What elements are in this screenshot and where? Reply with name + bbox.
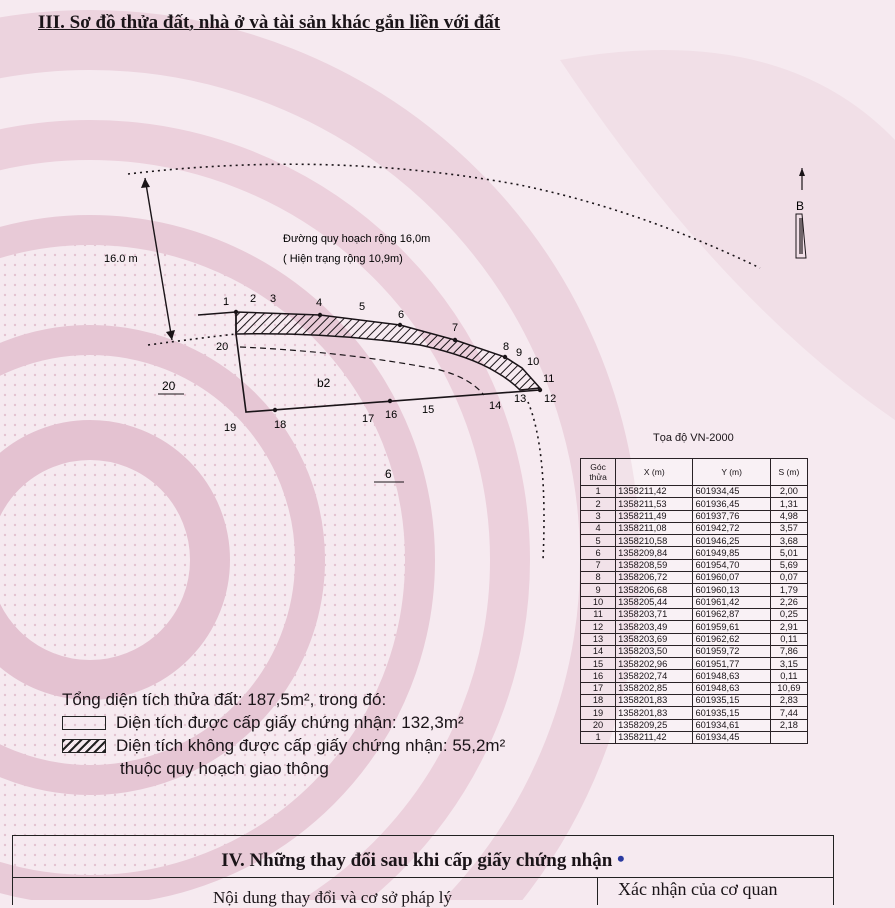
- vertex-label: 15: [422, 404, 435, 416]
- table-cell: 1358202,85: [616, 682, 693, 694]
- table-row: [581, 559, 808, 571]
- table-cell: 13: [581, 633, 616, 645]
- legend-not-granted: Diện tích không được cấp giấy chứng nhận: 55,2m²: [116, 736, 506, 755]
- table-cell: 601935,15: [693, 695, 770, 707]
- table-cell: 601951,77: [693, 658, 770, 670]
- coord-table-caption: Tọa độ VN-2000: [653, 432, 734, 444]
- table-cell: 601934,45: [693, 486, 770, 498]
- table-row: [581, 572, 808, 584]
- vertex-label: 8: [503, 341, 510, 353]
- table-row: [581, 695, 808, 707]
- road-label: Đường quy hoạch rộng 16,0m: [283, 233, 431, 245]
- table-cell: 1358211,42: [616, 486, 693, 498]
- table-row: [581, 682, 808, 694]
- table-cell: 601954,70: [693, 559, 770, 571]
- table-cell: 1,31: [770, 498, 807, 510]
- width-dimension-label: 16.0 m: [104, 253, 138, 265]
- section-title: III. Sơ đồ thửa đất, nhà ở và tài sản khác gắn liền với đất: [38, 12, 501, 33]
- table-cell: 4,98: [770, 510, 807, 522]
- table-cell: 1358206,68: [616, 584, 693, 596]
- table-cell: 1358209,25: [616, 719, 693, 731]
- table-row: [581, 608, 808, 620]
- table-cell: 601948,63: [693, 682, 770, 694]
- not-granted-swatch: [62, 739, 106, 753]
- table-cell: 601934,61: [693, 719, 770, 731]
- table-cell: 601946,25: [693, 535, 770, 547]
- legend-note: thuộc quy hoạch giao thông: [120, 759, 329, 778]
- section-iv-divider: [13, 877, 833, 878]
- table-cell: 1358209,84: [616, 547, 693, 559]
- legend-granted: Diện tích được cấp giấy chứng nhận: 132,3m²: [116, 713, 464, 732]
- table-cell: 1358203,71: [616, 608, 693, 620]
- table-row: [581, 510, 808, 522]
- table-cell: 20: [581, 719, 616, 731]
- table-row: [581, 498, 808, 510]
- table-cell: 5,69: [770, 559, 807, 571]
- hatched-area: [236, 312, 540, 390]
- legend-total: Tổng diện tích thửa đất: 187,5m², trong đó:: [62, 690, 387, 709]
- granted-swatch: [62, 716, 106, 730]
- road-boundary-upper: [128, 164, 760, 268]
- table-cell: 601959,61: [693, 621, 770, 633]
- table-cell: 2,00: [770, 486, 807, 498]
- table-cell: 17: [581, 682, 616, 694]
- table-cell: 11: [581, 608, 616, 620]
- section-iv-column-divider: [597, 877, 598, 905]
- section-iv-col-left: Nội dung thay đổi và cơ sở pháp lý: [213, 888, 452, 907]
- table-row: [581, 658, 808, 670]
- table-cell: 601935,15: [693, 707, 770, 719]
- section-iv-title: [13, 846, 833, 872]
- table-cell: 15: [581, 658, 616, 670]
- table-cell: 2,18: [770, 719, 807, 731]
- table-cell: 1358206,72: [616, 572, 693, 584]
- vertex-label: 11: [543, 373, 555, 385]
- table-row: [581, 522, 808, 534]
- vertex-label: 5: [359, 301, 366, 313]
- vertex-label: 7: [452, 322, 459, 334]
- north-arrow-icon: [796, 168, 806, 258]
- table-cell: 601962,62: [693, 633, 770, 645]
- table-cell: 6: [581, 547, 616, 559]
- table-cell: 601961,42: [693, 596, 770, 608]
- table-row: [581, 731, 808, 743]
- table-cell: [770, 731, 807, 743]
- interior-dashed-line: [240, 347, 484, 395]
- table-cell: 2,26: [770, 596, 807, 608]
- vertex-label: 10: [527, 356, 540, 368]
- parcel-code-label: b2: [317, 376, 331, 390]
- table-cell: 601948,63: [693, 670, 770, 682]
- table-cell: 1358201,83: [616, 695, 693, 707]
- table-cell: 3,15: [770, 658, 807, 670]
- table-cell: 3: [581, 510, 616, 522]
- table-cell: 5,01: [770, 547, 807, 559]
- table-cell: 14: [581, 645, 616, 657]
- table-cell: 601937,76: [693, 510, 770, 522]
- table-cell: 1358202,74: [616, 670, 693, 682]
- table-cell: 10,69: [770, 682, 807, 694]
- table-cell: 3,57: [770, 522, 807, 534]
- legend-not-granted-row: [62, 734, 505, 757]
- vertex-label: 14: [489, 400, 502, 412]
- vertex-label: 12: [544, 393, 557, 405]
- table-cell: 601960,07: [693, 572, 770, 584]
- vertex-label: 3: [270, 293, 277, 305]
- table-row: [581, 486, 808, 498]
- col-header-s: S (m): [770, 459, 807, 486]
- north-label: B: [796, 199, 805, 213]
- table-cell: 1358201,83: [616, 707, 693, 719]
- table-cell: 2,91: [770, 621, 807, 633]
- road-current-label: ( Hiện trạng rộng 10,9m): [283, 253, 403, 265]
- table-cell: 0,11: [770, 633, 807, 645]
- table-cell: 1358203,69: [616, 633, 693, 645]
- table-cell: 8: [581, 572, 616, 584]
- vertex-label: 6: [398, 309, 405, 321]
- vertex-label: 16: [385, 409, 398, 421]
- table-cell: 1: [581, 731, 616, 743]
- table-cell: 601936,45: [693, 498, 770, 510]
- road-boundary-right: [528, 402, 544, 560]
- table-cell: 3,68: [770, 535, 807, 547]
- table-cell: 601949,85: [693, 547, 770, 559]
- vertex-label: 13: [514, 393, 527, 405]
- legend-granted-row: [62, 711, 505, 734]
- table-cell: 7,44: [770, 707, 807, 719]
- vertex-label: 9: [516, 347, 523, 359]
- table-cell: 0,11: [770, 670, 807, 682]
- table-row: [581, 670, 808, 682]
- table-row: [581, 596, 808, 608]
- table-cell: 18: [581, 695, 616, 707]
- table-cell: 10: [581, 596, 616, 608]
- table-cell: 1358211,42: [616, 731, 693, 743]
- col-header-corner: Góc thửa: [581, 459, 616, 486]
- table-cell: 1358205,44: [616, 596, 693, 608]
- table-cell: 601962,87: [693, 608, 770, 620]
- table-cell: 1358211,08: [616, 522, 693, 534]
- coordinate-table-body: [581, 486, 808, 744]
- table-row: [581, 621, 808, 633]
- table-cell: 5: [581, 535, 616, 547]
- col-header-x: X (m): [616, 459, 693, 486]
- table-row: [581, 633, 808, 645]
- table-row: [581, 547, 808, 559]
- table-cell: 1358203,50: [616, 645, 693, 657]
- table-row: [581, 535, 808, 547]
- table-cell: 19: [581, 707, 616, 719]
- neighbor-parcel-bottom: 6: [385, 467, 392, 481]
- table-cell: 1358202,96: [616, 658, 693, 670]
- table-cell: 2,83: [770, 695, 807, 707]
- table-cell: 12: [581, 621, 616, 633]
- section-iv-col-right: Xác nhận của cơ quan: [618, 879, 778, 899]
- legend: [62, 688, 505, 780]
- table-row: [581, 645, 808, 657]
- table-cell: 4: [581, 522, 616, 534]
- col-header-y: Y (m): [693, 459, 770, 486]
- neighbor-parcel-left: 20: [162, 379, 176, 393]
- table-cell: 16: [581, 670, 616, 682]
- width-dimension-line: [145, 178, 172, 340]
- table-cell: 1358211,49: [616, 510, 693, 522]
- vertex-label: 1: [223, 296, 230, 308]
- table-cell: 0,07: [770, 572, 807, 584]
- section-iv-title-text: IV. Những thay đổi sau khi cấp giấy chứng nhận: [221, 850, 613, 871]
- table-cell: 2: [581, 498, 616, 510]
- table-cell: 601934,45: [693, 731, 770, 743]
- vertex-label: 2: [250, 293, 257, 305]
- table-cell: 7: [581, 559, 616, 571]
- table-cell: 1358208,59: [616, 559, 693, 571]
- blue-dot-mark: •: [617, 846, 625, 871]
- vertex-label: 18: [274, 419, 287, 431]
- table-cell: 601942,72: [693, 522, 770, 534]
- coordinate-table: [580, 458, 808, 744]
- table-row: [581, 719, 808, 731]
- table-cell: 9: [581, 584, 616, 596]
- section-iv-box: [12, 835, 834, 905]
- table-cell: 601960,13: [693, 584, 770, 596]
- vertex-label: 19: [224, 422, 237, 434]
- table-row: [581, 707, 808, 719]
- vertex-label: 17: [362, 413, 375, 425]
- vertex-label: 20: [216, 341, 229, 353]
- table-cell: 1: [581, 486, 616, 498]
- table-cell: 601959,72: [693, 645, 770, 657]
- table-cell: 1358211,53: [616, 498, 693, 510]
- table-cell: 1,79: [770, 584, 807, 596]
- table-cell: 0,25: [770, 608, 807, 620]
- table-cell: 1358203,49: [616, 621, 693, 633]
- table-cell: 1358210,58: [616, 535, 693, 547]
- table-row: [581, 584, 808, 596]
- vertex-label: 4: [316, 297, 323, 309]
- table-cell: 7,86: [770, 645, 807, 657]
